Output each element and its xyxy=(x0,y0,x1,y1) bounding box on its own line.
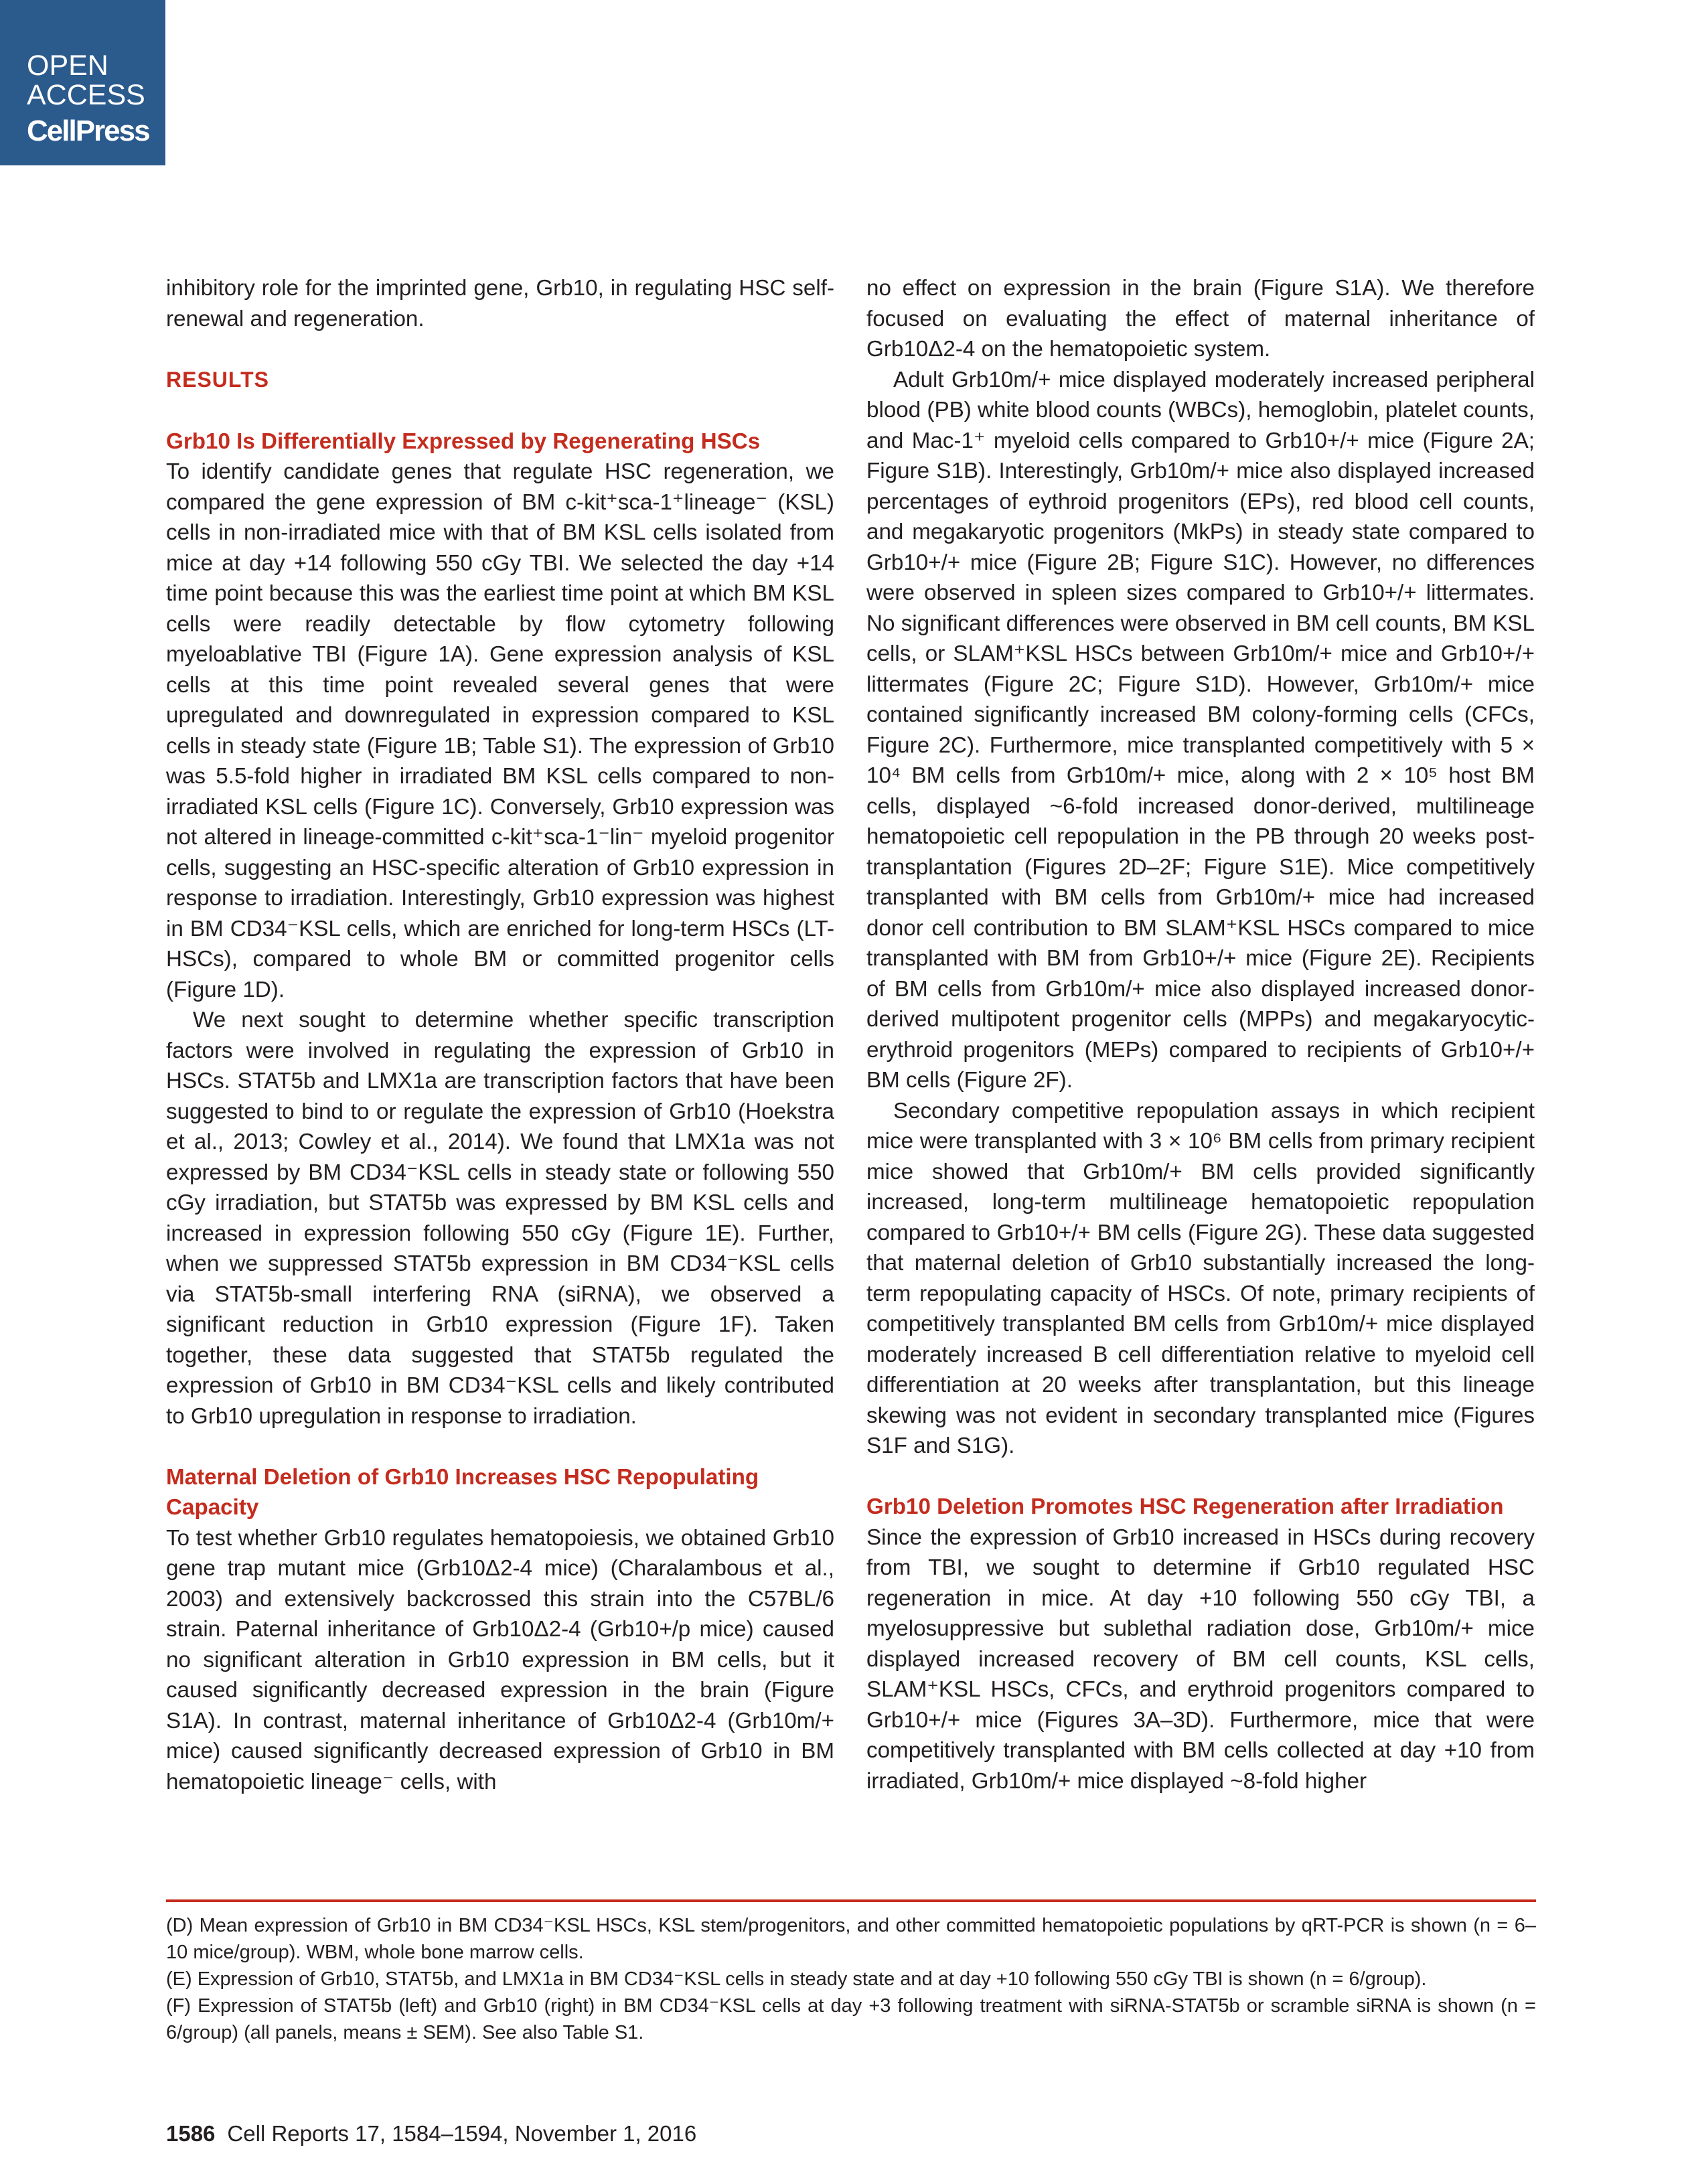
legend-panel-f: (F) Expression of STAT5b (left) and Grb10 (right) in BM CD34⁻KSL cells at day +3 following treatment with siRNA-STAT5b or scramble siRNA is shown (n = 6/group) (all panels, means ± SEM). See also Table S1. xyxy=(166,1995,1536,2043)
intro-paragraph: inhibitory role for the imprinted gene, Grb10, in regulating HSC self-renewal and regeneration. xyxy=(166,276,834,331)
section-heading-maternal-deletion: Maternal Deletion of Grb10 Increases HSC Repopulating Capacity xyxy=(166,1464,759,1520)
section-heading-grb10-expression: Grb10 Is Differentially Expressed by Regenerating HSCs xyxy=(166,428,761,454)
continued-paragraph: no effect on expression in the brain (Figure S1A). We therefore focused on evaluating the effect of maternal inheritance of Grb10Δ2-4 on the hematopoietic system. xyxy=(866,276,1535,362)
section1-paragraph-2: We next sought to determine whether specific transcription factors were involved in regulating the expression of Grb10 in HSCs. STAT5b and LMX1a are transcription factors that have been suggested to bind to or regulate the expression of Grb10 (Hoekstra et al., 2013; Cowley et al., 2014). We found that LMX1a was not expressed by BM CD34⁻KSL cells in steady state or following 550 cGy irradiation, but STAT5b was expressed by BM KSL cells and increased in expression following 550 cGy (Figure 1E). Further, when we suppressed STAT5b expression in BM CD34⁻KSL cells via STAT5b-small interfering RNA (siRNA), we observed a significant reduction in Grb10 expression (Figure 1F). Taken together, these data suggested that STAT5b regulated the expression of Grb10 in BM CD34⁻KSL cells and likely contributed to Grb10 upregulation in response to irradiation. xyxy=(166,1008,834,1429)
regeneration-paragraph: Since the expression of Grb10 increased in HSCs during recovery from TBI, we sought to determine if Grb10 regulated HSC regeneration in mice. At day +10 following 550 cGy TBI, a myelosuppressive but sublethal radiation dose, Grb10m/+ mice displayed increased recovery of BM cell counts, KSL cells, SLAM⁺KSL HSCs, CFCs, and erythroid progenitors compared to Grb10+/+ mice (Figures 3A–3D). Furthermore, mice that were competitively transplanted with BM cells collected at day +10 from irradiated, Grb10m/+ mice displayed ~8-fold higher xyxy=(866,1525,1535,1794)
results-heading: RESULTS xyxy=(166,368,269,392)
legend-divider xyxy=(166,1899,1536,1902)
figure-legend xyxy=(166,1912,1536,2046)
secondary-assay-paragraph: Secondary competitive repopulation assays in which recipient mice were transplanted with 3 × 10⁶ BM cells from primary recipient mice showed that Grb10m/+ BM cells provided significantly increased, long-term multilineage hematopoietic repopulation compared to Grb10+/+ BM cells (Figure 2G). These data suggested that maternal deletion of Grb10 substantially increased the long-term repopulating capacity of HSCs. Of note, primary recipients of competitively transplanted BM cells from Grb10m/+ mice displayed moderately increased B cell differentiation relative to myeloid cell differentiation at 20 weeks after transplantation, but this lineage skewing was not evident in secondary transplanted mice (Figures S1F and S1G). xyxy=(866,1098,1535,1458)
cellpress-logo: CellPress xyxy=(27,114,149,147)
legend-panel-d: (D) Mean expression of Grb10 in BM CD34⁻KSL HSCs, KSL stem/progenitors, and other committed hematopoietic populations by qRT-PCR is shown (n = 6–10 mice/group). WBM, whole bone marrow cells. xyxy=(166,1915,1536,1963)
section1-paragraph-1: To identify candidate genes that regulate HSC regeneration, we compared the gene expression of BM c-kit⁺sca-1⁺lineage⁻ (KSL) cells in non-irradiated mice with that of BM KSL cells isolated from mice at day +14 following 550 cGy TBI. We selected the day +14 time point because this was the earliest time point at which BM KSL cells were readily detectable by flow cytometry following myeloablative TBI (Figure 1A). Gene expression analysis of KSL cells at this time point revealed several genes that were upregulated and downregulated in expression compared to KSL cells in steady state (Figure 1B; Table S1). The expression of Grb10 was 5.5-fold higher in irradiated BM KSL cells compared to non-irradiated KSL cells (Figure 1C). Conversely, Grb10 expression was not altered in lineage-committed c-kit⁺sca-1⁻lin⁻ myeloid progenitor cells, suggesting an HSC-specific alteration of Grb10 expression in response to irradiation. Interestingly, Grb10 expression was highest in BM CD34⁻KSL cells, which are enriched for long-term HSCs (LT-HSCs), compared to whole BM or committed progenitor cells (Figure 1D). xyxy=(166,459,834,1002)
right-column xyxy=(866,273,1535,1796)
journal-citation: Cell Reports 17, 1584–1594, November 1, 2016 xyxy=(227,2121,697,2146)
left-column xyxy=(166,273,834,1797)
legend-panel-e: (E) Expression of Grb10, STAT5b, and LMX1a in BM CD34⁻KSL cells in steady state and at day +10 following 550 cGy TBI is shown (n = 6/group). xyxy=(166,1968,1427,1990)
badge-open: OPEN xyxy=(27,50,108,82)
open-access-badge xyxy=(0,0,165,165)
section2-paragraph-1: To test whether Grb10 regulates hematopoiesis, we obtained Grb10 gene trap mutant mice (Grb10Δ2-4 mice) (Charalambous et al., 2003) and extensively backcrossed this strain into the C57BL/6 strain. Paternal inheritance of Grb10Δ2-4 (Grb10+/p mice) caused no significant alteration in Grb10 expression in BM cells, but it caused significantly decreased expression in the brain (Figure S1A). In contrast, maternal inheritance of Grb10Δ2-4 (Grb10m/+ mice) caused significantly decreased expression of Grb10 in BM hematopoietic lineage⁻ cells, with xyxy=(166,1525,834,1794)
page-footer xyxy=(166,2120,696,2147)
badge-access: ACCESS xyxy=(27,79,145,111)
adult-mice-paragraph: Adult Grb10m/+ mice displayed moderately increased peripheral blood (PB) white blood counts (WBCs), hemoglobin, platelet counts, and Mac-1⁺ myeloid cells compared to Grb10+/+ mice (Figure 2A; Figure S1B). Interestingly, Grb10m/+ mice also displayed increased percentages of eythroid progenitors (EPs), red blood cell counts, and megakaryotic progenitors (MkPs) in steady state compared to Grb10+/+ mice (Figure 2B; Figure S1C). However, no differences were observed in spleen sizes compared to Grb10+/+ littermates. No significant differences were observed in BM cell counts, BM KSL cells, or SLAM⁺KSL HSCs between Grb10m/+ mice and Grb10+/+ littermates (Figure 2C; Figure S1D). However, Grb10m/+ mice contained significantly increased BM colony-forming cells (CFCs, Figure 2C). Furthermore, mice transplanted competitively with 5 × 10⁴ BM cells from Grb10m/+ mice, along with 2 × 10⁵ host BM cells, displayed ~6-fold increased donor-derived, multilineage hematopoietic cell repopulation in the PB through 20 weeks post-transplantation (Figures 2D–2F; Figure S1E). Mice competitively transplanted with BM cells from Grb10m/+ mice had increased donor cell contribution to BM SLAM⁺KSL HSCs compared to mice transplanted with BM from Grb10+/+ mice (Figure 2E). Recipients of BM cells from Grb10m/+ mice also displayed increased donor-derived multipotent progenitor cells (MPPs) and megakaryocytic-erythroid progenitors (MEPs) compared to recipients of Grb10+/+ BM cells (Figure 2F). xyxy=(866,367,1535,1093)
page-number: 1586 xyxy=(166,2121,216,2146)
section-heading-regeneration: Grb10 Deletion Promotes HSC Regeneration after Irradiation xyxy=(866,1494,1504,1519)
